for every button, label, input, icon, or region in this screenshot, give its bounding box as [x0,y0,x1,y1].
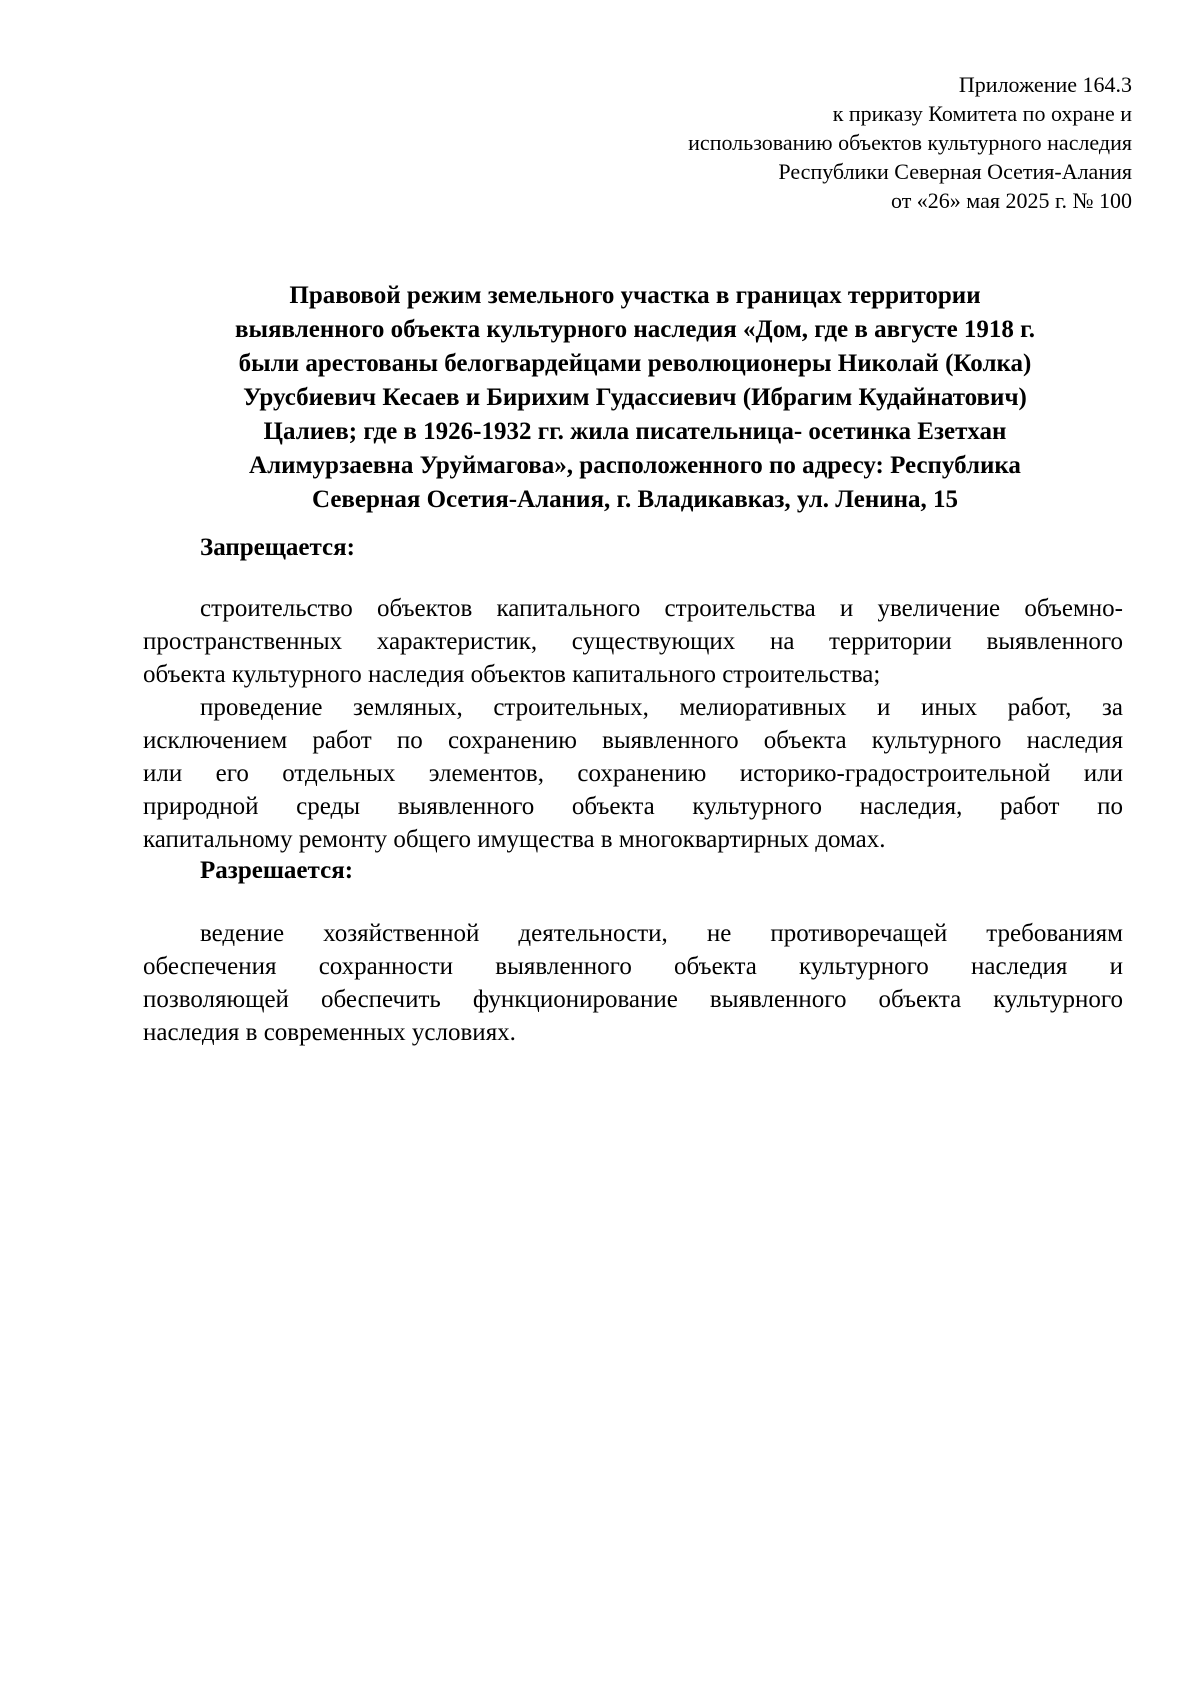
order-date-number: от «26» мая 2025 г. № 100 [890,188,1132,213]
title-line: Цалиев; где в 1926-1932 гг. жила писательница- осетинка Езетхан [263,418,1007,445]
order-reference-header [512,70,1132,215]
paragraph-line: объекта культурного наследия объектов капитального строительства; [143,661,881,688]
paragraph-line: обеспечения сохранности выявленного объекта культурного наследия и [143,953,1123,980]
title-line: были арестованы белогвардейцами революционеры Николай (Колка) [238,350,1032,377]
paragraph-line: или его отдельных элементов, сохранению историко-градостроительной или [143,760,1123,787]
paragraph-line: ведение хозяйственной деятельности, не противоречащей требованиям [200,920,1123,947]
order-reference-line: использованию объектов культурного наследия [688,130,1132,155]
paragraph-line: капитальному ремонту общего имущества в многоквартирных домах. [143,826,886,853]
title-line: Алимурзаевна Уруймагова», расположенного по адресу: Республика [249,452,1021,479]
order-reference-line: Республики Северная Осетия-Алания [778,159,1132,184]
title-line: Урусбиевич Кесаев и Бирихим Гудассиевич (Ибрагим Кудайнатович) [243,384,1027,411]
paragraph-line: пространственных характеристик, существующих на территории выявленного [143,628,1123,655]
prohibited-section [143,592,1123,856]
paragraph-line: наследия в современных условиях. [143,1019,516,1046]
title-line: выявленного объекта культурного наследия «Дом, где в августе 1918 г. [235,316,1035,343]
prohibited-heading: Запрещается: [200,534,356,561]
paragraph-line: проведение земляных, строительных, мелиоративных и иных работ, за [200,694,1123,721]
paragraph-line: позволяющей обеспечить функционирование выявленного объекта культурного [143,986,1123,1013]
paragraph-line: исключением работ по сохранению выявленного объекта культурного наследия [143,727,1123,754]
appendix-number: Приложение 164.3 [958,72,1132,97]
title-line: Правовой режим земельного участка в границах территории [289,282,981,309]
allowed-section [143,917,1123,1049]
document-title [140,279,1130,517]
paragraph-line: природной среды выявленного объекта культурного наследия, работ по [143,793,1123,820]
title-line: Северная Осетия-Алания, г. Владикавказ, ул. Ленина, 15 [311,486,959,513]
paragraph-line: строительство объектов капитального строительства и увеличение объемно- [200,595,1123,622]
allowed-heading: Разрешается: [200,857,354,884]
order-reference-line: к приказу Комитета по охране и [832,101,1132,126]
